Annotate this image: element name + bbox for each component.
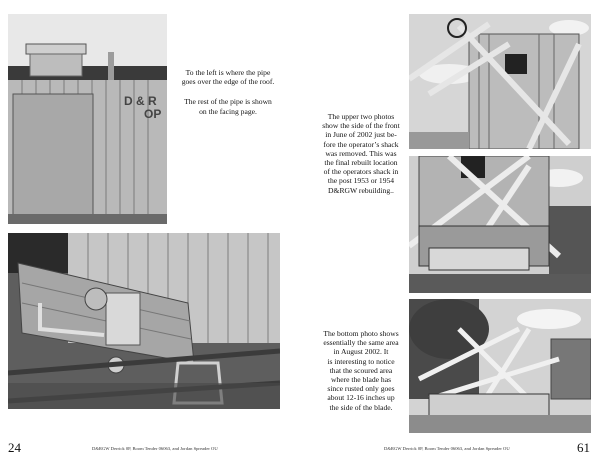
caption-line: is interesting to notice [327, 356, 395, 366]
caption-line: of the operators shack in [323, 167, 399, 177]
caption-line: essentially the same area [323, 338, 399, 348]
caption-line: D&RGW rebuilding.. [328, 185, 394, 195]
page-number-right: 61 [577, 440, 590, 455]
photo-blade-august [409, 299, 591, 433]
page-number-left: 24 [8, 440, 21, 455]
caption-line: in June of 2002 just be- [325, 130, 397, 140]
caption-roof-pipe [172, 68, 284, 127]
page-footer-left: D&RGW Derrick 0P, Boom Tender 06063, and Jordan Spreader OU [92, 446, 218, 451]
caption-line: The bottom photo shows [323, 329, 399, 338]
caption-line: the side of the blade. [329, 402, 393, 412]
caption-line: show the side of the front [322, 121, 400, 131]
caption-line: The rest of the pipe is shown [184, 97, 272, 107]
caption-line: the post 1953 or 1954 [327, 176, 395, 186]
photo-shack-june-upper [409, 14, 591, 149]
caption-line: To the left is where the pipe [185, 68, 271, 77]
caption-line: fore the operator’s shack [323, 139, 399, 149]
caption-line: since rusted only goes [327, 384, 395, 394]
car-lettering-1: D & R [124, 94, 157, 108]
caption-line: The upper two photos [327, 112, 395, 121]
caption-blade-august [314, 329, 408, 412]
caption-line: goes over the edge of the roof. [181, 77, 275, 87]
caption-shack-june [314, 112, 408, 195]
photo-shack-june-lower [409, 156, 591, 293]
caption-line: in August 2002. It [333, 347, 389, 357]
caption-line: on the facing page. [199, 106, 257, 116]
photo-roof-edge [8, 14, 167, 224]
page-footer-right: D&RGW Derrick 0P, Boom Tender 06063, and Jordan Spreader OU [384, 446, 510, 451]
caption-line: that the scoured area [329, 365, 393, 375]
caption-line: where the blade has [330, 375, 392, 385]
caption-line: the final rebuilt location [324, 158, 398, 168]
caption-line: about 12-16 inches up [327, 393, 395, 403]
car-lettering-2: OP [144, 107, 162, 121]
photo-pipe-end-sill [8, 233, 280, 409]
caption-line: was removed. This was [325, 148, 397, 158]
